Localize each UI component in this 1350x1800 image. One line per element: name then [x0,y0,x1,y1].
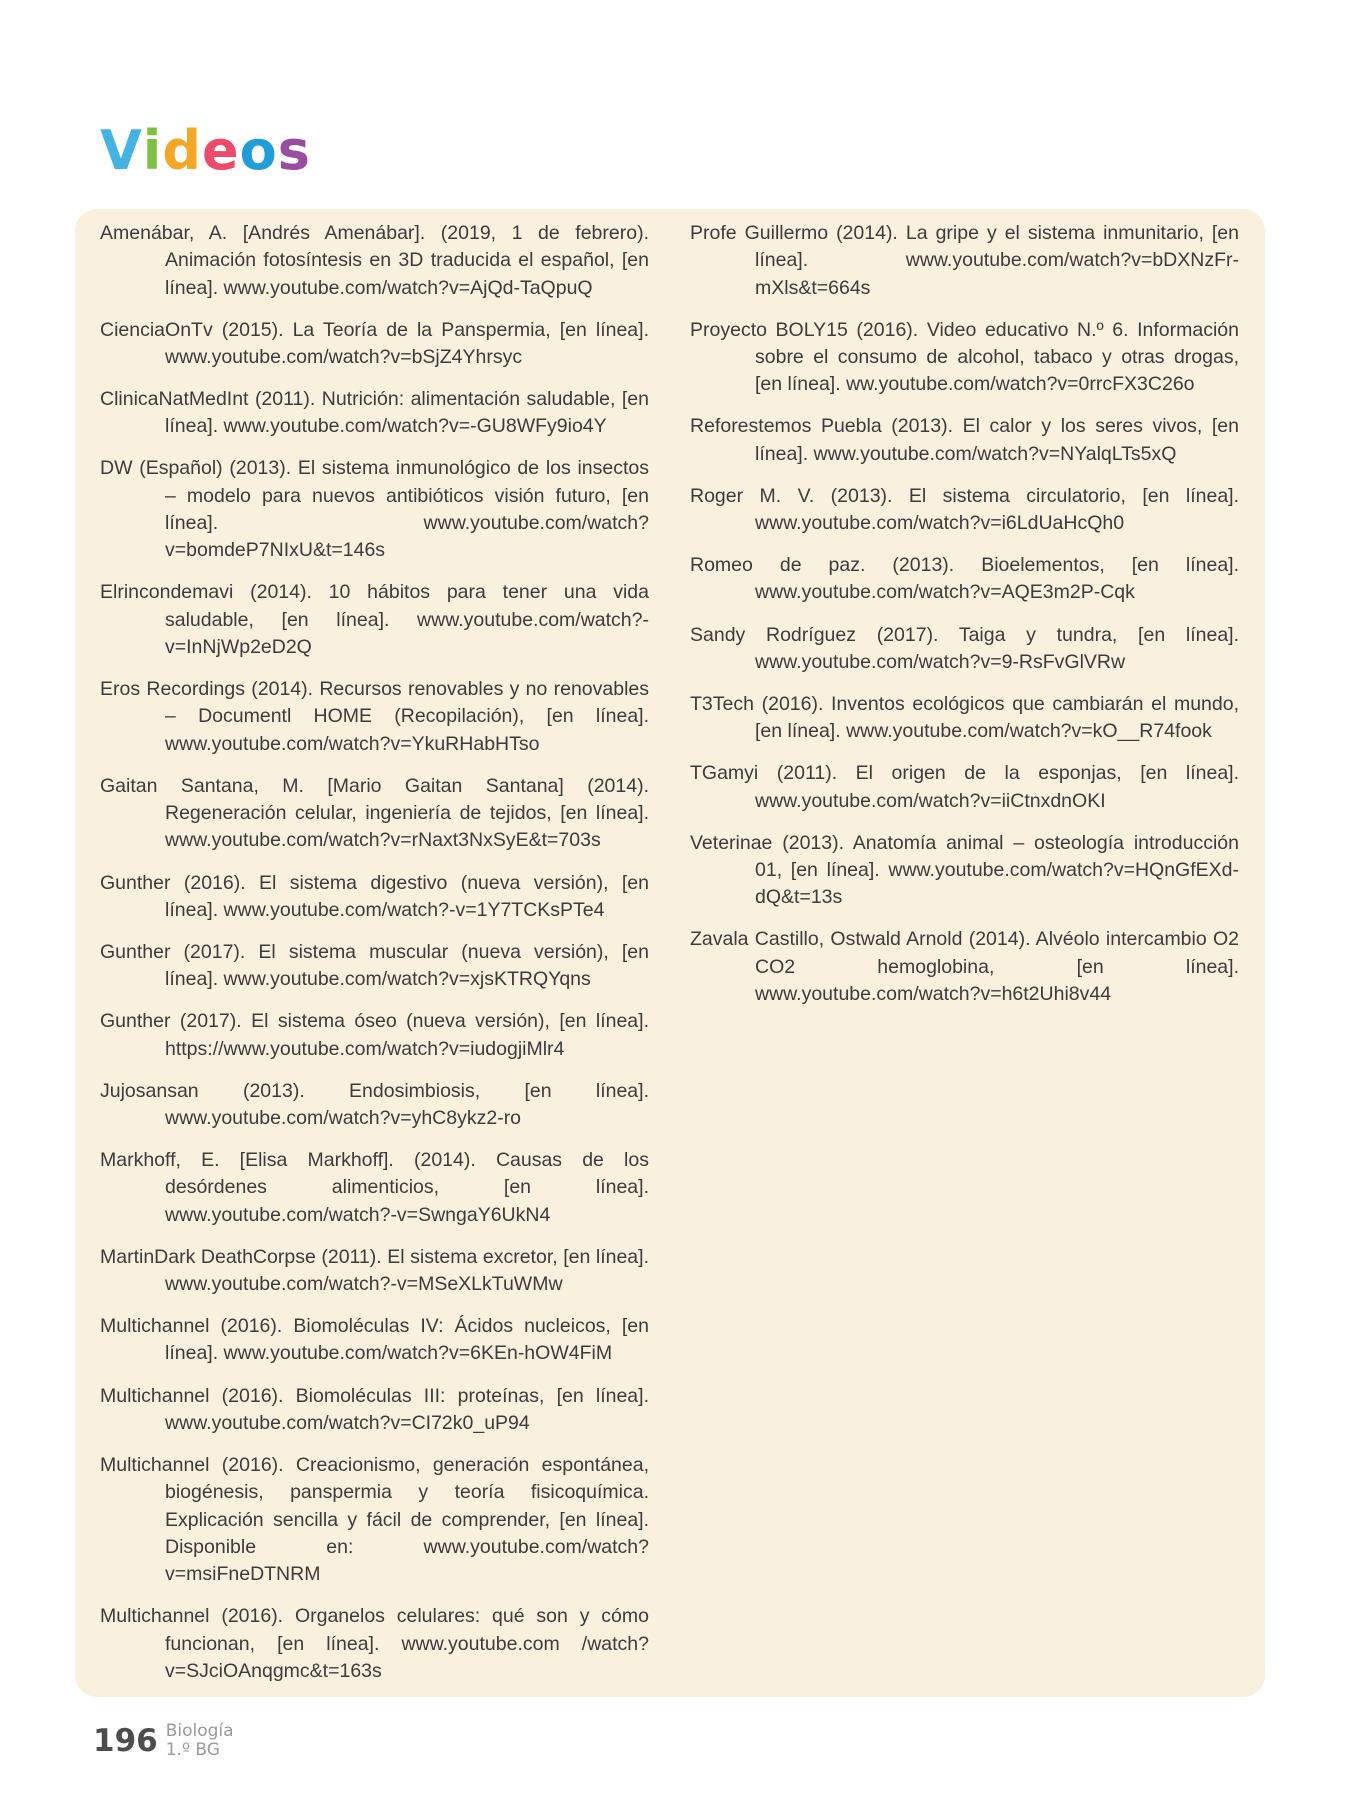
reference-item: Multichannel (2016). Organelos celulares: qué son y cómo funcionan, [en línea]. www.youtube.com /watch?v=SJciOAnqgmc&t=163s [100,1605,649,1682]
page-number: 196 [93,1722,158,1759]
grade-label: 1.º BG [165,1740,220,1760]
page-footer [93,1722,234,1760]
reference-item: Profe Guillermo (2014). La gripe y el sistema inmunitario, [en línea]. www.youtube.com/watch?v=bDXNzFr-mXls&t=664s [690,222,1239,299]
title-letter: V [100,119,143,182]
book-info [166,1722,234,1760]
title-letter: s [277,119,311,182]
reference-item: Markhoff, E. [Elisa Markhoff]. (2014). Causas de los desórdenes alimenticios, [en línea]. www.youtube.com/watch?-v=SwngaY6UkN4 [100,1149,649,1226]
reference-item: Sandy Rodríguez (2017). Taiga y tundra, [en línea]. www.youtube.com/watch?v=9-RsFvGlVRw [690,623,1239,673]
page-title [100,119,311,182]
reference-item: Roger M. V. (2013). El sistema circulatorio, [en línea]. www.youtube.com/watch?v=i6LdUaHcQh0 [690,484,1239,535]
reference-item: Jujosansan (2013). Endosimbiosis, [en línea]. www.youtube.com/watch?v=yhC8ykz2-ro [100,1079,649,1129]
reference-item: Veterinae (2013). Anatomía animal – osteología introducción 01, [en línea]. www.youtube.com/watch?v=HQnGfEXd-dQ&t=13s [690,831,1239,909]
reference-item: MartinDark DeathCorpse (2011). El sistema excretor, [en línea]. www.youtube.com/watch?-v=MSeXLkTuWMw [100,1245,649,1296]
title-letter: e [201,119,240,182]
references-column-left [100,220,649,1700]
title-letter: d [162,119,202,182]
reference-item: ClinicaNatMedInt (2011). Nutrición: alimentación saludable, [en línea]. www.youtube.com/watch?v=-GU8WFy9io4Y [100,388,649,438]
reference-item: Zavala Castillo, Ostwald Arnold (2014). Alvéolo intercambio O2 CO2 hemoglobina, [en línea]. www.youtube.com/watch?v=h6t2Uhi8v44 [690,928,1239,1005]
reference-item: Reforestemos Puebla (2013). El calor y los seres vivos, [en línea]. www.youtube.com/watch?v=NYalqLTs5xQ [690,415,1239,465]
reference-item: Multichannel (2016). Biomoléculas IV: Ácidos nucleicos, [en línea]. www.youtube.com/watch?v=6KEn-hOW4FiM [100,1315,649,1365]
reference-item: Gunther (2016). El sistema digestivo (nueva versión), [en línea]. www.youtube.com/watch?-v=1Y7TCKsPTe4 [100,871,649,921]
references-column-right [690,220,1239,1023]
reference-item: Gunther (2017). El sistema muscular (nueva versión), [en línea]. www.youtube.com/watch?v=xjsKTRQYqns [100,940,649,991]
reference-item: Amenábar, A. [Andrés Amenábar]. (2019, 1 de febrero). Animación fotosíntesis en 3D traducida el español, [en línea]. www.youtube.com/watch?v=AjQd-TaQpuQ [100,222,649,299]
reference-item: Multichannel (2016). Biomoléculas III: proteínas, [en línea]. www.youtube.com/watch?v=CI72k0_uP94 [100,1384,649,1434]
title-letter: i [142,119,163,182]
reference-item: TGamyi (2011). El origen de la esponjas, [en línea]. www.youtube.com/watch?v=iiCtnxdnOKI [690,762,1239,812]
reference-item: Elrincondemavi (2014). 10 hábitos para tener una vida saludable, [en línea]. www.youtube.com/watch?-v=InNjWp2eD2Q [100,581,649,659]
title-letter: o [239,119,278,182]
reference-item: Eros Recordings (2014). Recursos renovables y no renovables – Documentl HOME (Recopilación), [en línea]. www.youtube.com/watch?v=YkuRHabHTso [100,678,649,755]
reference-item: Romeo de paz. (2013). Bioelementos, [en línea]. www.youtube.com/watch?v=AQE3m2P-Cqk [690,554,1239,604]
reference-item: Gunther (2017). El sistema óseo (nueva versión), [en línea]. https://www.youtube.com/watch?v=iudogjiMlr4 [100,1010,649,1060]
reference-item: DW (Español) (2013). El sistema inmunológico de los insectos – modelo para nuevos antibióticos visión futuro, [en línea]. www.youtube.com/watch?v=bomdeP7NIxU&t=146s [100,457,649,562]
reference-item: Proyecto BOLY15 (2016). Video educativo N.º 6. Información sobre el consumo de alcohol, tabaco y otras drogas, [en línea]. ww.youtube.com/watch?v=0rrcFX3C26o [690,318,1239,396]
reference-item: CienciaOnTv (2015). La Teoría de la Panspermia, [en línea]. www.youtube.com/watch?v=bSjZ4Yhrsyc [100,318,649,368]
reference-item: Multichannel (2016). Creacionismo, generación espontánea, biogénesis, panspermia y teoría fisicoquímica. Explicación sencilla y fácil de comprender, [en línea]. Disponible en: www.youtube.com/watch?v=msiFneDTNRM [100,1453,649,1586]
subject-label: Biología [165,1721,234,1741]
reference-item: T3Tech (2016). Inventos ecológicos que cambiarán el mundo, [en línea]. www.youtube.com/watch?v=kO__R74fook [690,692,1239,743]
reference-item: Gaitan Santana, M. [Mario Gaitan Santana] (2014). Regeneración celular, ingeniería de tejidos, [en línea]. www.youtube.com/watch?v=rNaxt3NxSyE&t=703s [100,774,649,852]
